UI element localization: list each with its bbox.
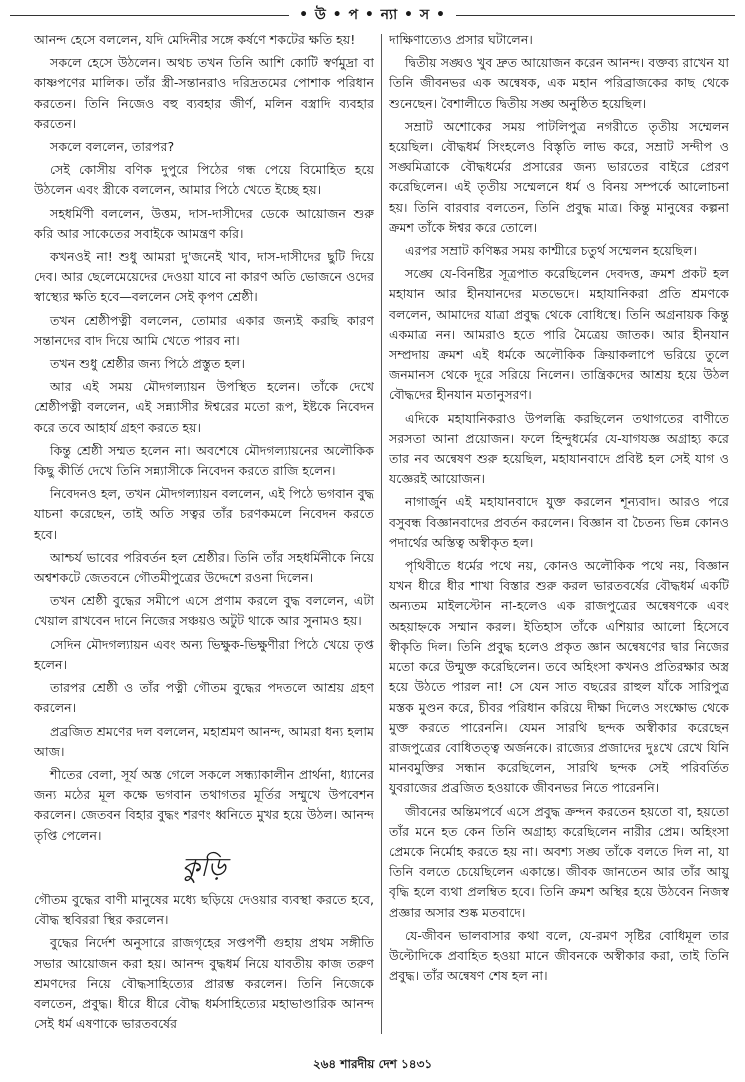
section-title: কুড়ি (181, 852, 227, 883)
paragraph: আর এই সময় মৌদগল্যায়ন উপস্থিত হলেন। তাঁকে দেখে শ্রেষ্ঠীপত্নী বললেন, এই সন্ন্যাসীর ঈশ্বরের মতো রূপ, ইষ্টকে নিবেদন করে তবে আহার্য গ্রহণ করতে হয়। (34, 379, 374, 435)
paragraph: নাগার্জুন এই মহাযানবাদে যুক্ত করলেন শূন্যবাদ। আরও পরে বসুবন্ধ বিজ্ঞানবাদের প্রবর্তন করলেন। বিজ্ঞান বা চৈতন্য ভিন্ন কোনও পদার্থের অস্তিত্ব অস্বীকৃত হল। (389, 494, 729, 550)
paragraph: নিবেদনও হল, তখন মৌদগল্যায়ন বললেন, এই পিঠে ভগবান বুদ্ধ যাচনা করেছেন, তাই অতি সত্বর তাঁর চরণকমলে নিবেদন করতে হবে। (34, 486, 374, 542)
page-header (0, 2, 745, 28)
paragraph: এরপর সম্রাট কণিষ্কর সময় কাশ্মীরে চতুর্থ সম্মেলন হয়েছিল। (405, 243, 698, 259)
paragraph: গৌতম বুদ্ধের বাণী মানুষের মধ্যে ছড়িয়ে দেওয়ার ব্যবস্থা করতে হবে, বৌদ্ধ স্থবিররা স্থির করলেন। (34, 891, 374, 928)
paragraph: বুদ্ধের নির্দেশ অনুসারে রাজগৃহের সপ্তপর্ণী গুহায় প্রথম সঙ্গীতি সভার আয়োজন করা হয়। আনন্দ বুদ্ধধর্ম নিয়ে যাবতীয় কাজ তরুণ শ্রমণদের নিয়ে বৌদ্ধসাহিত্যের প্রারম্ভ করলেন। তিনি নিজেকে বলতেন, প্রবুদ্ধ। ধীরে ধীরে বৌদ্ধ ধর্মসাহিত্যের মহাভাণ্ডারিক আনন্দ সেই ধর্ম এষণাকে ভারতবর্ষের (34, 935, 374, 1032)
paragraph: সহধর্মিণী বললেন, উত্তম, দাস-দাসীদের ডেকে আয়োজন শুরু করি আর সাকেতের সবাইকে আমন্ত্রণ করি। (34, 205, 374, 241)
paragraph: পৃথিবীতে ধর্মের পথে নয়, কোনও অলৌকিক পথে নয়, বিজ্ঞান যখন ধীরে ধীর শাখা বিস্তার শুরু করল ভারতবর্ষের বৌদ্ধধর্ম একটি অন্যতম মাইলস্টোন না-হলেও এক রাজপুত্রের অন্বেষণকে এবং অহয়াহ্নকে সম্মান করল। ইতিহাস তাঁকে এশিয়ার আলো হিসেবে স্বীকৃতি দিল। তিনি প্রবুদ্ধ হলেও প্রকৃত জ্ঞান অন্বেষণের দ্বার নিজের মতো করে উন্মুক্ত করেছিলেন। তবে অহিংসা কখনও প্রতিরক্ষার অস্ত্র হয়ে উঠতে পারল না! সে যেন সাত বছরের রাহুল যাঁকে সারিপুত্র মস্তক মুণ্ডন করে, চীবর পরিধান করিয়ে দীক্ষা দিলেও সংক্ষোভ থেকে মুক্ত করতে পারেননি। যেমন সারথি ছন্দক অস্বীকার করেছেন রাজপুত্রের বোধিতত্ত্ব অর্জনকে। রাজ্যের প্রজাদের দুঃখে রেখে যিনি মানবমুক্তির সন্ধান করেছিলেন, সারথি ছন্দক সেই পরিবর্তিত যুবরাজের প্রব্রজিত হওয়াকে জীবনভর নিতে পারেননি। (389, 558, 729, 796)
header-rule-right (456, 15, 735, 16)
left-column (34, 30, 374, 1040)
paragraph: কখনওই না! শুধু আমরা দু'জনেই খাব, দাস-দাসীদের ছুটি দিয়ে দেব। আর ছেলেমেয়েদের দেওয়া যাবে না কারণ অতি ভোজনে ওদের স্বাস্থ্যের ক্ষতি হবে—বললেন সেই কৃপণ শ্রেষ্ঠী। (34, 249, 374, 305)
right-column (389, 30, 729, 1040)
paragraph: শীতের বেলা, সূর্য অস্ত গেলে সকলে সন্ধ্যাকালীন প্রার্থনা, ধ্যানের জন্য মঠের মূল কক্ষে ভগবান তথাগতর মূর্তির সম্মুখে উপবেশন করলেন। জেতবন বিহার বুদ্ধং শরণং ধ্বনিতে মুখর হয়ে উঠল। আনন্দ তৃপ্তি পেলেন। (34, 766, 374, 843)
paragraph: আনন্দ হেসে বললেন, যদি মেদিনীর সঙ্গে কর্ষণে শকটের ক্ষতি হয়! (34, 32, 356, 47)
paragraph: তখন শ্রেষ্ঠীপত্নী বললেন, তোমার একার জন্যই করছি কারণ সন্তানদের বাদ দিয়ে আমি খেতে পারব না। (34, 312, 374, 348)
paragraph: তখন শ্রেষ্ঠী বুদ্ধের সমীপে এসে প্রণাম করলে বুদ্ধ বললেন, এটা খেয়াল রাখবেন দানে নিজের সঞ্চয়ও অটুট থাকে আর সুনামও হয়। (34, 593, 374, 629)
paragraph: দ্বিতীয় সঙ্ঘও খুব দ্রুত আয়োজন করেন আনন্দ। বক্তব্য রাখেন যা তিনি জীবনভর এক অন্বেষক, এক মহান পরিব্রাজকের কাছ থেকে শুনেছেন। বৈশালীতে দ্বিতীয় সঙ্ঘ অনুষ্ঠিত হয়েছিল। (389, 55, 729, 111)
paragraph: সকলে হেসে উঠলেন। অথচ তখন তিনি আশি কোটি স্বর্ণমুদ্রা বা কাষ্ণপণের মালিক। তাঁর স্ত্রী-সন্তানরাও দরিদ্রতমের পোশাক পরিধান করতেন। তিনি নিজেও বহু ব্যবহার জীর্ণ, মলিন বস্ত্রাদি ব্যবহার করতেন। (34, 55, 374, 131)
paragraph: দাক্ষিণাত্যেও প্রসার ঘটালেন। (389, 32, 533, 47)
paragraph: সম্রাট অশোকের সময় পাটলিপুত্র নগরীতে তৃতীয় সম্মেলন হয়েছিল। বৌদ্ধধর্ম সিংহলেও বিস্তৃতি লাভ করে, সম্রাট সন্দীপ ও সঙ্ঘমিত্রাকে বৌদ্ধধর্মের প্রসারের জন্য ভারতের বাইরে প্রেরণ করেছিলেন। এই তৃতীয় সম্মেলনে ধর্ম ও বিনয় সম্পর্কে আলোচনা হয়। তিনি বারবার বলতেন, তিনি প্রবুদ্ধ মাত্র। কিন্তু মানুষের কল্পনা ক্রমশ তাঁকে ঈশ্বর করে তোলে। (389, 118, 729, 235)
paragraph: এদিকে মহাযানিকরাও উপলব্ধি করছিলেন তথাগতের বাণীতে সরসতা আনা প্রয়োজন। ফলে হিন্দুধর্মের যে-যাগযজ্ঞ অগ্রাহ্য করে তার নব অন্বেষণ শুরু হয়েছিল, মহাযানবাদে প্রবিষ্ট হল সেই যাগ ও যজ্ঞেরই আয়োজন। (389, 410, 729, 487)
header-title: • উ • প • ন্যা • স • (299, 7, 446, 23)
paragraph: সেদিন মৌদগল্যায়ন এবং অন্য ভিক্ষুক-ভিক্ষুণীরা পিঠে খেয়ে তৃপ্ত হলেন। (34, 636, 374, 672)
paragraph: সঙ্ঘে যে-বিনষ্টির সূত্রপাত করেছিলেন দেবদত্ত, ক্রমশ প্রকট হল মহাযান আর হীনযানদের মতভেদে। মহাযানিকরা প্রতি শ্রমণকে বললেন, আমাদের যাত্রা প্রবুদ্ধ থেকে বোধিস্থে। তিনি অগ্রনায়ক কিন্তু একমাত্র নন। আমরাও হতে পারি মৈত্রেয় জাতক। আর হীনযান সম্প্রদায় ক্রমশ এই ধর্মকে অলৌকিক ক্রিয়াকলাপে ভরিয়ে তুলে জনমানস থেকে দূরে সরিয়ে নিলেন। তান্ত্রিকদের আশ্রয় হয়ে উঠল বৌদ্ধদের হীনযান মতানুসরণ। (389, 266, 729, 403)
paragraph: সেই কোসীয় বণিক দুপুরে পিঠের গন্ধ পেয়ে বিমোহিত হয়ে উঠলেন এবং স্ত্রীকে বললেন, আমার পিঠে খেতে ইচ্ছে হয়। (34, 162, 374, 198)
header-rule-left (10, 15, 289, 16)
paragraph: যে-জীবন ভালবাসার কথা বলে, যে-রমণ সৃষ্টির বোধিমূল তার উল্টোদিকে প্রবাহিত হওয়া মানে জীবনকে অস্বীকার করা, তাই তিনি প্রবুদ্ধ। তাঁর অন্বেষণ শেষ হল না। (389, 927, 729, 984)
paragraph: জীবনের অন্তিমপর্বে এসে প্রবুদ্ধ ক্রন্দন করতেন হয়তো বা, হয়তো তাঁর মনে হত কেন তিনি অগ্রাহ্য করেছিলেন নারীর প্রেম। অহিংসা প্রেমকে নির্মোহ করতে হয় না। অবশ্য সঙ্ঘ তাঁকে বলতে দিল না, যা তিনি বলতে চেয়েছিলেন একান্তে। জীবক জানতেন আর তাঁর আয়ু বৃদ্ধি হলে ব্যথা প্রলম্বিত হবে। তিনি ক্রমশ অস্থির হয়ে উঠবেন নিজস্ব প্রজ্ঞার অসার শুষ্ক মতবাদে। (389, 803, 729, 920)
paragraph: তখন শুধু শ্রেষ্ঠীর জন্য পিঠে প্রস্তুত হল। (50, 356, 245, 372)
page-footer: ২৬৪ শারদীয় দেশ ১৪৩১ (312, 1057, 433, 1071)
paragraph: তারপর শ্রেষ্ঠী ও তাঁর পত্নী গৌতম বুদ্ধের পদতলে আশ্রয় গ্রহণ করলেন। (34, 680, 374, 716)
column-divider (381, 34, 382, 1034)
paragraph: সকলে বললেন, তারপর? (50, 139, 175, 155)
paragraph: আশ্চর্য ভাবের পরিবর্তন হল শ্রেষ্ঠীর। তিনি তাঁর সহধর্মিনীকে নিয়ে অশ্বশকটে জেতবনে গৌতমীপুত্রের উদ্দেশে রওনা দিলেন। (34, 549, 374, 586)
paragraph: কিন্তু শ্রেষ্ঠী সম্মত হলেন না। অবশেষে মৌদগল্যায়নের অলৌকিক কিছু কীর্তি দেখে তিনি সন্ন্যাসীকে নিবেদন করতে রাজি হলেন। (34, 442, 374, 479)
paragraph: প্রব্রজিত শ্রমণের দল বললেন, মহাশ্রমণ আনন্দ, আমরা ধন্য হলাম আজ। (34, 723, 374, 759)
